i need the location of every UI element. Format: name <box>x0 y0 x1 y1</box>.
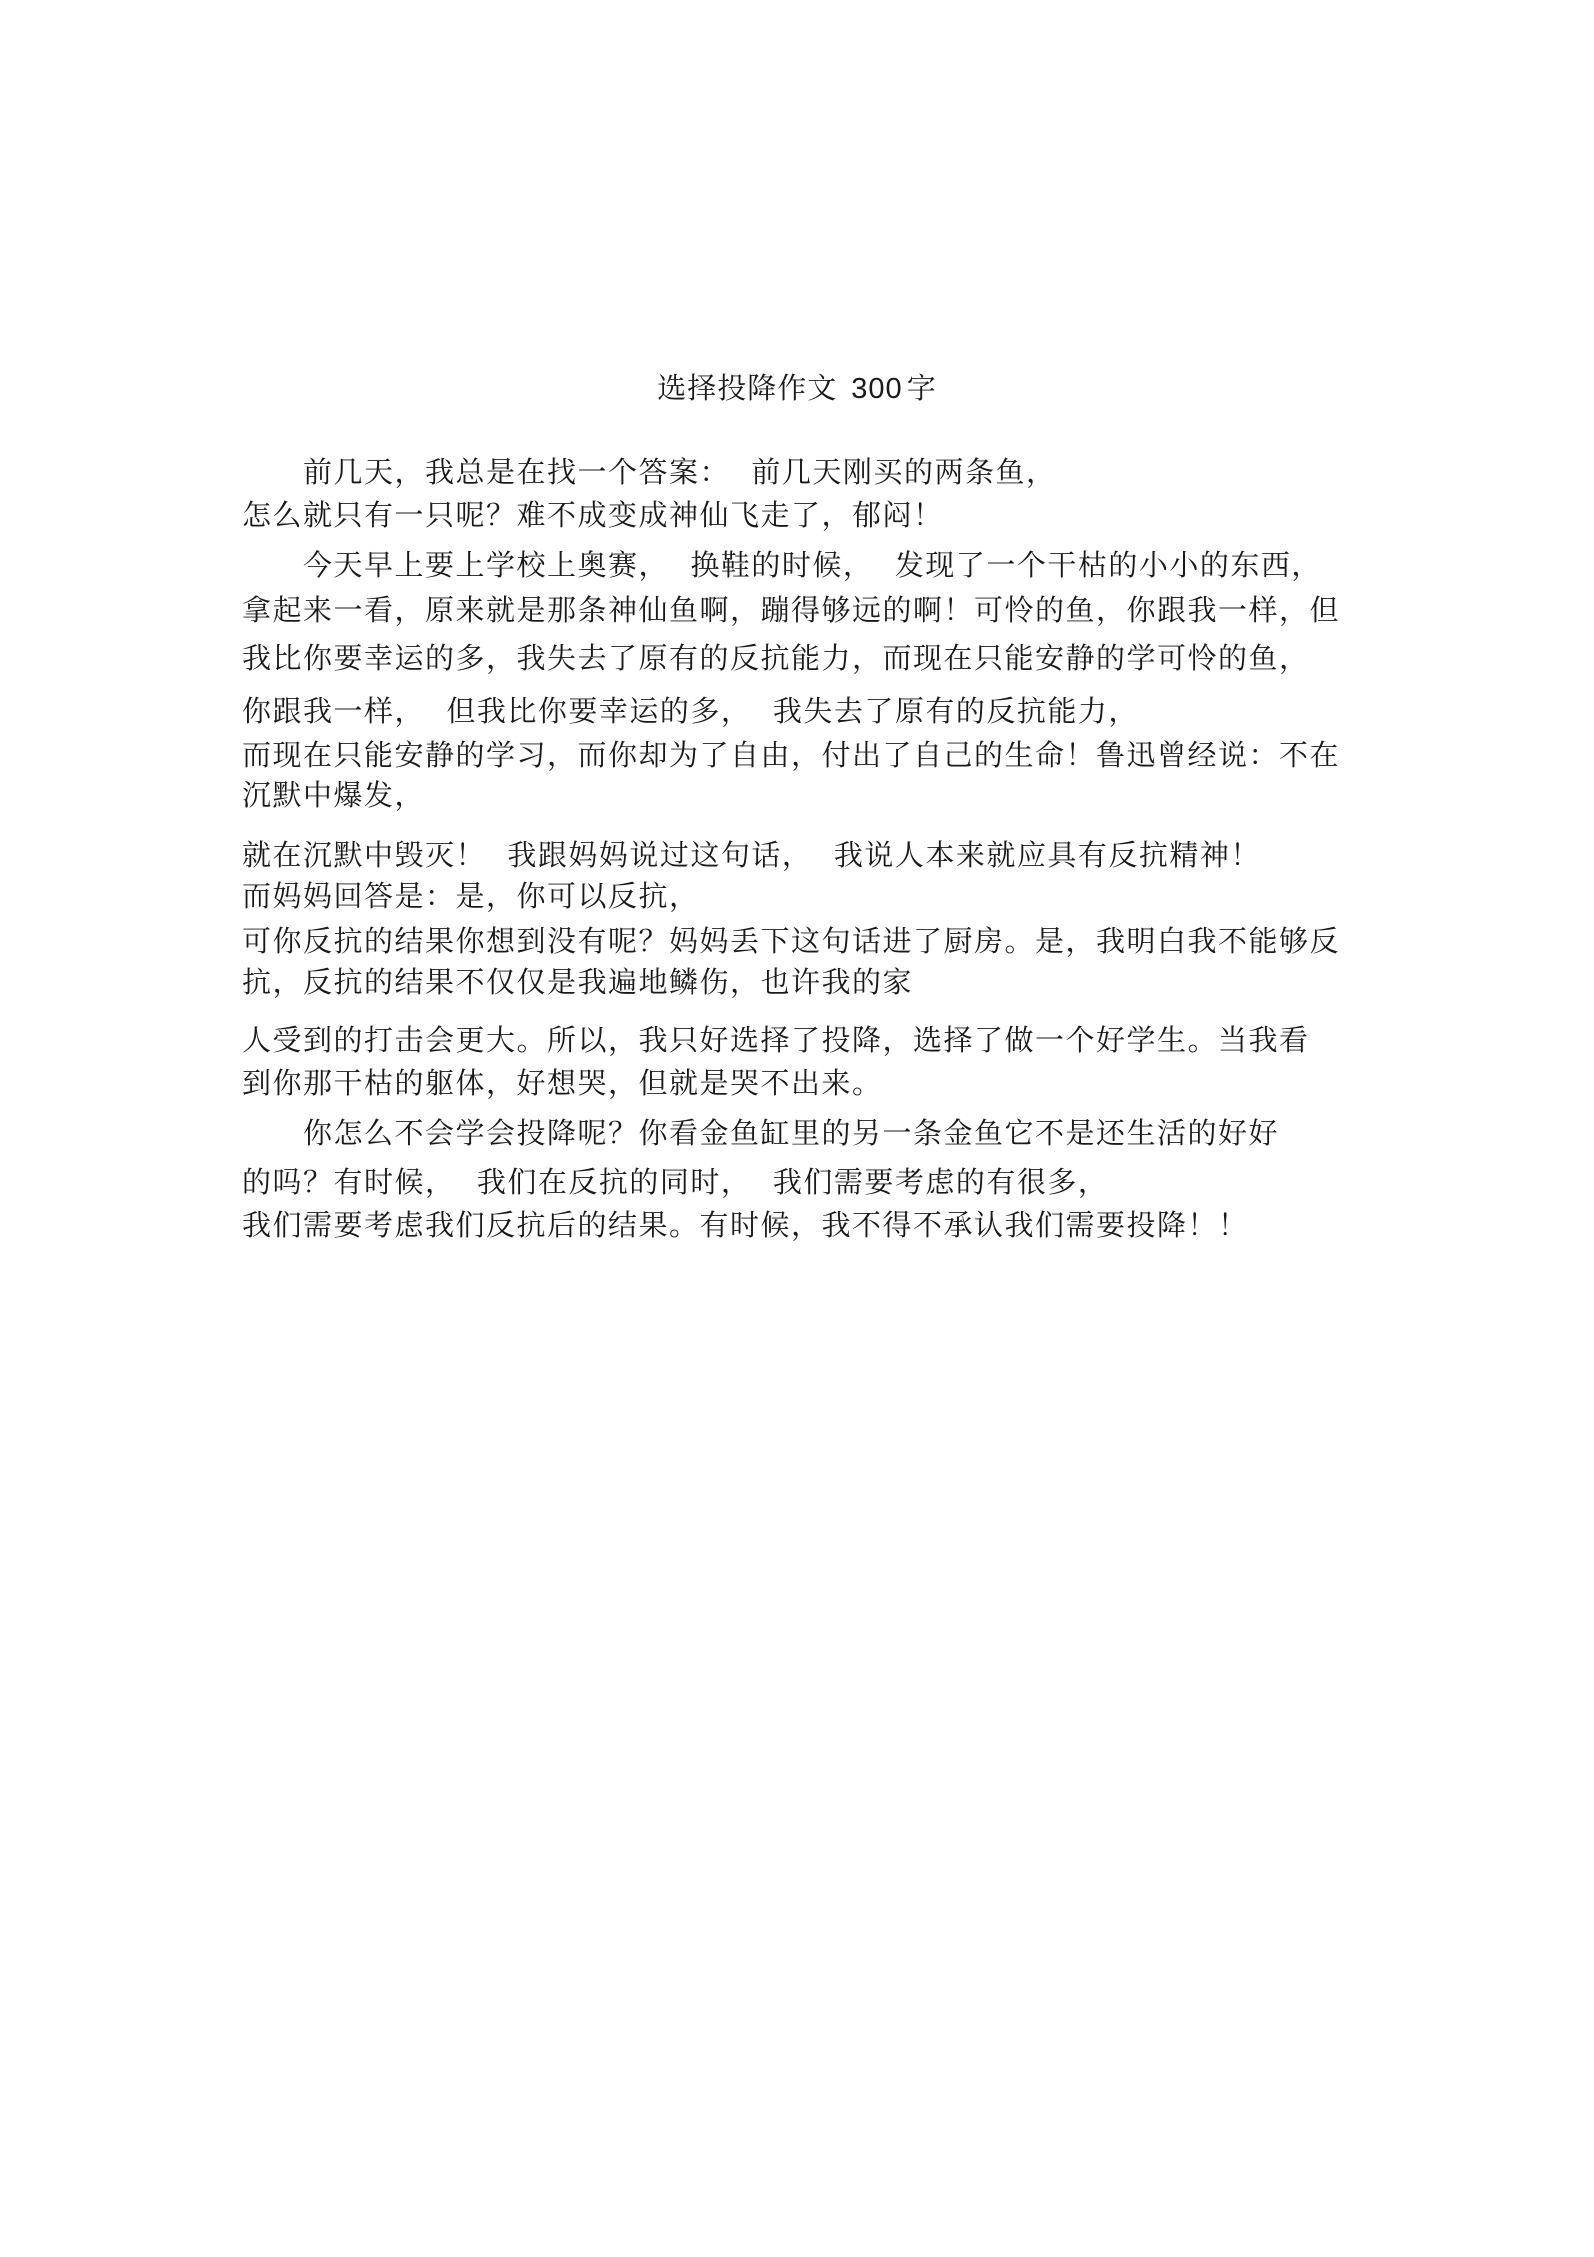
text-line: 而妈妈回答是：是，你可以反抗， <box>242 879 700 913</box>
title-suffix: 字 <box>906 371 937 405</box>
text-line: 前几天，我总是在找一个答案： 前几天刚买的两条鱼， <box>242 455 1057 489</box>
title-text: 选择投降作文 <box>657 371 838 405</box>
text-line: 拿起来一看，原来就是那条神仙鱼啊，蹦得够远的啊！可怜的鱼，你跟我一样，但 <box>242 593 1341 627</box>
text-line: 而现在只能安静的学习，而你却为了自由，付出了自己的生命！鲁迅曾经说：不在 <box>242 738 1341 772</box>
text-line: 你怎么不会学会投降呢？你看金鱼缸里的另一条金鱼它不是还生活的好好 <box>242 1116 1280 1150</box>
text-line: 可你反抗的结果你想到没有呢？妈妈丢下这句话进了厨房。是，我明白我不能够反 <box>242 924 1341 958</box>
text-line: 怎么就只有一只呢？难不成变成神仙飞走了，郁闷！ <box>242 498 944 532</box>
document-title <box>0 368 1594 409</box>
text-line: 你跟我一样， 但我比你要幸运的多， 我失去了原有的反抗能力， <box>242 694 1139 728</box>
text-line: 沉默中爆发， <box>242 778 426 812</box>
text-line: 到你那干枯的躯体，好想哭，但就是哭不出来。 <box>242 1066 883 1100</box>
text-line: 就在沉默中毁灭！ 我跟妈妈说过这句话， 我说人本来就应具有反抗精神！ <box>242 838 1261 872</box>
text-line: 我比你要幸运的多，我失去了原有的反抗能力，而现在只能安静的学可怜的鱼， <box>242 641 1310 675</box>
text-line: 抗，反抗的结果不仅仅是我遍地鳞伤，也许我的家 <box>242 965 914 999</box>
text-line: 的吗？有时候， 我们在反抗的同时， 我们需要考虑的有很多， <box>242 1165 1109 1199</box>
text-line: 我们需要考虑我们反抗后的结果。有时候，我不得不承认我们需要投降！！ <box>242 1208 1249 1242</box>
text-line: 人受到的打击会更大。所以，我只好选择了投降，选择了做一个好学生。当我看 <box>242 1023 1310 1057</box>
text-line: 今天早上要上学校上奥赛， 换鞋的时候， 发现了一个干枯的小小的东西， <box>242 548 1322 582</box>
title-number: 300 <box>851 373 903 405</box>
